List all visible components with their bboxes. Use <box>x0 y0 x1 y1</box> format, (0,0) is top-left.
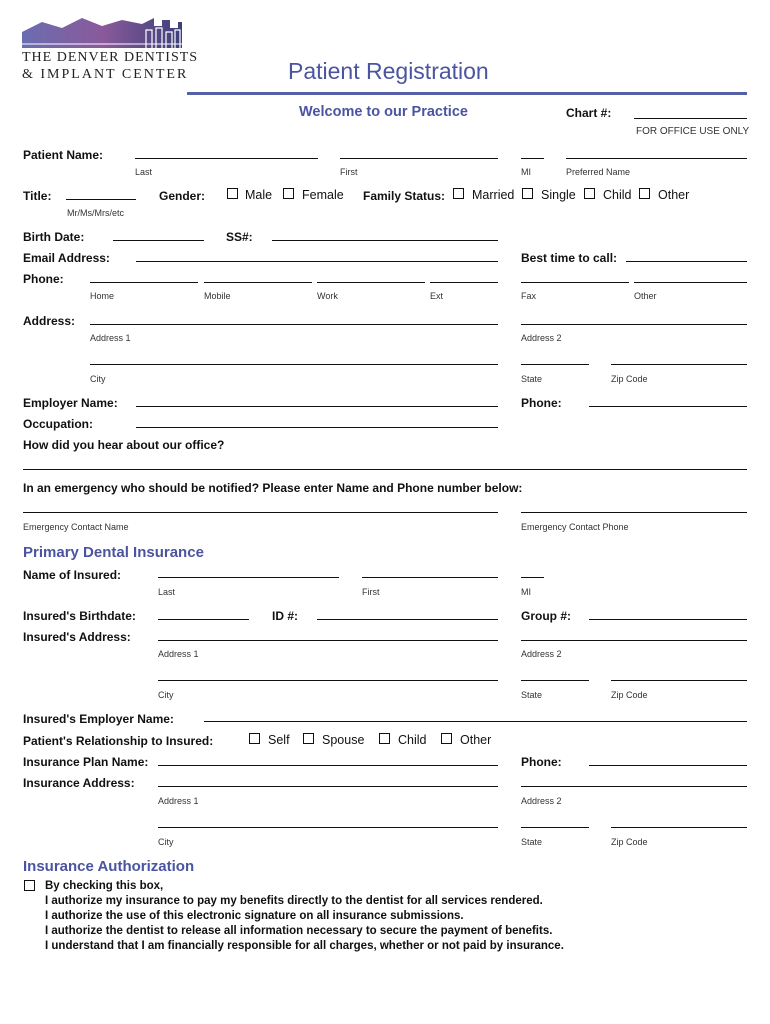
title-label: Title: <box>23 189 52 203</box>
gender-label: Gender: <box>159 189 206 203</box>
patient-mi-field[interactable] <box>521 158 544 159</box>
insured-city-field[interactable] <box>158 680 498 681</box>
spouse-label: Spouse <box>322 733 365 747</box>
insured-birthdate-field[interactable] <box>158 619 249 620</box>
authorization-line-4: I authorize the dentist to release all information necessary to secure the payment of benefits. <box>45 925 553 937</box>
employer-field[interactable] <box>136 406 498 407</box>
ss-label: SS#: <box>226 230 253 244</box>
welcome-heading: Welcome to our Practice <box>299 104 468 120</box>
insured-employer-field[interactable] <box>204 721 747 722</box>
insurance-phone-field[interactable] <box>589 765 747 766</box>
group-field[interactable] <box>589 619 747 620</box>
family-status-label: Family Status: <box>363 189 446 203</box>
id-field[interactable] <box>317 619 498 620</box>
insured-zip-field[interactable] <box>611 680 747 681</box>
female-label: Female <box>302 188 344 202</box>
male-checkbox[interactable] <box>227 188 238 199</box>
office-use-note: FOR OFFICE USE ONLY <box>636 126 750 137</box>
insured-address2-caption: Address 2 <box>521 649 562 659</box>
plan-name-field[interactable] <box>158 765 498 766</box>
patient-last-field[interactable] <box>135 158 318 159</box>
insured-mi-field[interactable] <box>521 577 544 578</box>
skyline-logo-graphic <box>22 14 182 48</box>
insurance-phone-label: Phone: <box>521 755 562 769</box>
insured-first-field[interactable] <box>362 577 498 578</box>
insured-mi-caption: MI <box>521 587 531 597</box>
emergency-prompt: In an emergency who should be notified? Please enter Name and Phone number below: <box>23 481 523 495</box>
mi-caption: MI <box>521 167 531 177</box>
id-label: ID #: <box>272 609 299 623</box>
employer-phone-label: Phone: <box>521 396 562 410</box>
work-caption: Work <box>317 291 338 301</box>
ss-field[interactable] <box>272 240 498 241</box>
insured-address-label: Insured's Address: <box>23 630 131 644</box>
fax-field[interactable] <box>521 282 629 283</box>
page-title: Patient Registration <box>288 58 489 84</box>
self-checkbox[interactable] <box>249 733 260 744</box>
child-label: Child <box>603 188 632 202</box>
insured-employer-label: Insured's Employer Name: <box>23 712 174 726</box>
logo <box>22 14 199 88</box>
address1-field[interactable] <box>90 324 498 325</box>
email-field[interactable] <box>136 261 498 262</box>
insurance-heading: Primary Dental Insurance <box>23 544 204 561</box>
group-label: Group #: <box>521 609 571 623</box>
hear-about-field[interactable] <box>23 469 747 470</box>
patient-name-label: Patient Name: <box>23 148 104 162</box>
authorization-line-2: I authorize my insurance to pay my benefits directly to the dentist for all services rendered. <box>45 895 543 907</box>
plan-name-label: Insurance Plan Name: <box>23 755 149 769</box>
title-hint: Mr/Ms/Mrs/etc <box>67 208 124 218</box>
chart-field[interactable] <box>634 118 747 119</box>
other-phone-field[interactable] <box>634 282 747 283</box>
city-field[interactable] <box>90 364 498 365</box>
insured-last-caption: Last <box>158 587 176 597</box>
insurance-city-caption: City <box>158 837 174 847</box>
phone-label: Phone: <box>23 272 64 286</box>
self-label: Self <box>268 733 290 747</box>
insurance-address2-field[interactable] <box>521 786 747 787</box>
insured-address1-caption: Address 1 <box>158 649 199 659</box>
spouse-checkbox[interactable] <box>303 733 314 744</box>
header-rule <box>187 92 747 95</box>
child-checkbox[interactable] <box>584 188 595 199</box>
insurance-state-field[interactable] <box>521 827 589 828</box>
authorization-checkbox[interactable] <box>24 880 35 891</box>
patient-preferred-field[interactable] <box>566 158 747 159</box>
employer-label: Employer Name: <box>23 396 118 410</box>
state-caption: State <box>521 374 543 384</box>
occupation-label: Occupation: <box>23 417 94 431</box>
insured-city-caption: City <box>158 690 174 700</box>
insurance-address2-caption: Address 2 <box>521 796 562 806</box>
insurance-address-label: Insurance Address: <box>23 776 135 790</box>
insured-state-caption: State <box>521 690 543 700</box>
ext-caption: Ext <box>430 291 444 301</box>
single-checkbox[interactable] <box>522 188 533 199</box>
last-caption: Last <box>135 167 153 177</box>
insured-address1-field[interactable] <box>158 640 498 641</box>
insured-name-label: Name of Insured: <box>23 568 122 582</box>
insured-state-field[interactable] <box>521 680 589 681</box>
male-label: Male <box>245 188 273 202</box>
emergency-name-caption: Emergency Contact Name <box>23 522 129 532</box>
birth-date-field[interactable] <box>113 240 204 241</box>
relationship-other-label: Other <box>460 733 492 747</box>
title-field[interactable] <box>66 199 136 200</box>
preferred-caption: Preferred Name <box>566 167 631 177</box>
authorization-line-1: By checking this box, <box>45 880 164 892</box>
logo-line-1: THE DENVER DENTISTS <box>22 50 199 65</box>
authorization-heading: Insurance Authorization <box>23 858 195 875</box>
married-checkbox[interactable] <box>453 188 464 199</box>
other-checkbox[interactable] <box>639 188 650 199</box>
birth-date-label: Birth Date: <box>23 230 85 244</box>
insurance-city-field[interactable] <box>158 827 498 828</box>
insured-address2-field[interactable] <box>521 640 747 641</box>
email-label: Email Address: <box>23 251 110 265</box>
address1-caption: Address 1 <box>90 333 131 343</box>
best-time-field[interactable] <box>626 261 747 262</box>
ext-field[interactable] <box>430 282 498 283</box>
insurance-zip-field[interactable] <box>611 827 747 828</box>
fax-caption: Fax <box>521 291 537 301</box>
emergency-phone-field[interactable] <box>521 512 747 513</box>
insured-first-caption: First <box>362 587 380 597</box>
relationship-child-checkbox[interactable] <box>379 733 390 744</box>
relationship-child-label: Child <box>398 733 427 747</box>
insured-birthdate-label: Insured's Birthdate: <box>23 609 136 623</box>
single-label: Single <box>541 188 576 202</box>
other-label: Other <box>658 188 690 202</box>
address2-caption: Address 2 <box>521 333 562 343</box>
insurance-zip-caption: Zip Code <box>611 837 648 847</box>
relationship-label: Patient's Relationship to Insured: <box>23 734 214 748</box>
insured-last-field[interactable] <box>158 577 339 578</box>
state-field[interactable] <box>521 364 589 365</box>
female-checkbox[interactable] <box>283 188 294 199</box>
logo-line-2: & IMPLANT CENTER <box>22 67 189 82</box>
patient-first-field[interactable] <box>340 158 498 159</box>
emergency-phone-caption: Emergency Contact Phone <box>521 522 629 532</box>
home-caption: Home <box>90 291 115 301</box>
first-caption: First <box>340 167 358 177</box>
insured-zip-caption: Zip Code <box>611 690 648 700</box>
employer-phone-field[interactable] <box>589 406 747 407</box>
city-caption: City <box>90 374 106 384</box>
married-label: Married <box>472 188 515 202</box>
emergency-name-field[interactable] <box>23 512 498 513</box>
relationship-other-checkbox[interactable] <box>441 733 452 744</box>
work-phone-field[interactable] <box>317 282 425 283</box>
hear-about-label: How did you hear about our office? <box>23 438 225 452</box>
authorization-line-3: I authorize the use of this electronic signature on all insurance submissions. <box>45 910 464 922</box>
mobile-caption: Mobile <box>204 291 231 301</box>
other-phone-caption: Other <box>634 291 657 301</box>
mobile-phone-field[interactable] <box>204 282 312 283</box>
zip-field[interactable] <box>611 364 747 365</box>
zip-caption: Zip Code <box>611 374 648 384</box>
address-label: Address: <box>23 314 76 328</box>
occupation-field[interactable] <box>136 427 498 428</box>
insurance-address1-caption: Address 1 <box>158 796 199 806</box>
insurance-address1-field[interactable] <box>158 786 498 787</box>
insurance-state-caption: State <box>521 837 543 847</box>
authorization-line-5: I understand that I am financially responsible for all charges, whether or not paid by insurance. <box>45 940 564 952</box>
chart-label: Chart #: <box>566 106 612 120</box>
home-phone-field[interactable] <box>90 282 198 283</box>
address2-field[interactable] <box>521 324 747 325</box>
best-time-label: Best time to call: <box>521 251 618 265</box>
